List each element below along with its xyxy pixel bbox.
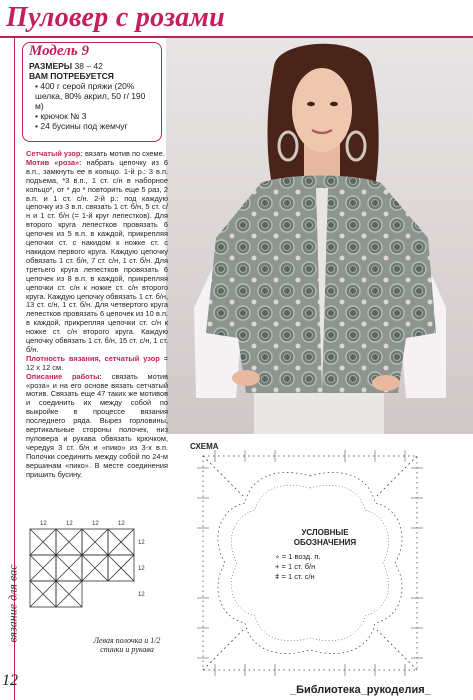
instr-body: связать мотив «роза» и на его основе вязать сетчатый мотив. Связать еще 47 таких же мотивов и соединить их между собой по выкройке в процессе вязания последнего ряда. Вырез горловины, вертикальные стороны полочек, низ пуловера и рукава обвязать крючком, чередуя 3 ст. б/н и «пико» из 3-х в.п. Полочки соединить между собой по 24-м вершинам «пико». В месте соединения пришить бусину. xyxy=(26,371,169,479)
material-item: • 400 г серой пряжи (20% шелка, 80% акрил, 50 г/ 190 м) xyxy=(35,81,146,111)
instr-body: вязать мотив по схеме. xyxy=(84,149,165,158)
library-credit: _Библиотека_рукоделия_ xyxy=(290,684,431,696)
material-item: • крючок № 3 xyxy=(35,111,87,121)
grid-caption: Левая полочка и 1/2 спинки и рукава xyxy=(93,636,161,654)
model-photo xyxy=(166,38,473,434)
magazine-name: вязание для вас xyxy=(5,564,20,643)
schema-label: СХЕМА xyxy=(190,442,219,451)
materials-heading: ВАМ ПОТРЕБУЕТСЯ xyxy=(29,71,114,81)
instructions-text xyxy=(26,150,168,480)
legend-item: ǂ = 1 ст. с/н xyxy=(275,572,315,581)
legend-item: ∘ = 1 возд. п. xyxy=(275,552,321,561)
dimension-label: 12 xyxy=(92,521,99,527)
instr-heading: Описание работы: xyxy=(26,371,102,381)
legend-item: + = 1 ст. б/н xyxy=(275,562,316,571)
page-number: 12 xyxy=(2,672,18,689)
assembly-grid xyxy=(22,515,172,645)
dimension-label: 12 xyxy=(40,521,47,527)
model-label: Модель 9 xyxy=(29,43,89,59)
material-item: • 24 бусины под жемчуг xyxy=(35,121,128,131)
dimension-label: 12 xyxy=(66,521,73,527)
sizes-line xyxy=(29,61,155,71)
double-crochet-icon: ǂ xyxy=(275,572,280,581)
dimension-label: 12 xyxy=(138,540,145,546)
sizes-value: 38 – 42 xyxy=(74,61,103,71)
instr-heading: Мотив «роза»: xyxy=(26,157,82,167)
chain-stitch-icon: ∘ xyxy=(275,552,280,561)
model-photo-illustration xyxy=(166,38,473,434)
legend-title: УСЛОВНЫЕ ОБОЗНАЧЕНИЯ xyxy=(293,528,357,547)
page-title: Пуловер с розами xyxy=(6,2,225,33)
instr-heading: Сетчатый узор: xyxy=(26,149,83,158)
dimension-label: 12 xyxy=(138,566,145,572)
dimension-label: 12 xyxy=(138,592,145,598)
instr-heading: Плотность вязания, сетчатый узор xyxy=(26,353,160,363)
single-crochet-icon: + xyxy=(275,562,280,571)
dimension-label: 12 xyxy=(118,521,125,527)
chart-legend xyxy=(275,528,375,582)
instr-body: набрать цепочку из 6 в.п., замкнуть ее в кольцо. 1-й р.: 3 в.п. подъема, *3 в.п., 1 ст. с/н в наборное кольцо*, от * до * повторить еще 5 раз, 2 в.п. и 1 ст. с/н. 2-й р.: под каждую цепочку из 3 в.п. связать 1 ст. б/н, 5 ст. с/н и 1 ст. б/н (= 1-й круг лепестков). Для второго круга лепестков провязать 6 цепочек из 5 в.п. в каждой, прикрепляя цепочки ст. с накидом к ножке ст. с накидом первого круга. Каждую цепочку обвязать 1 ст. б/н, 7 ст. с/н, 1 ст. б/н. Для третьего круга лепестков провязать 6 цепочек из 8 в.п. в каждой, прикрепляя цепочки ст. с/н к ножке ст. с/н второго круга. Каждую цепочку обвязать 1 ст. б/н, 13 ст. с/н, 1 ст. б/н. Для четвертого круга лепестков провязать 6 цепочек из 10 в.п. в каждой, прикрепляя цепочки ст. с/н к ножке ст. с/н второго круга. Каждую цепочку обвязать 1 ст. б/н, 15 ст. с/н, 1 ст. б/н. xyxy=(26,157,169,354)
instr-body: = 12 х 12 см. xyxy=(26,353,168,372)
sizes-label: РАЗМЕРЫ xyxy=(29,61,73,71)
info-box xyxy=(22,42,162,142)
